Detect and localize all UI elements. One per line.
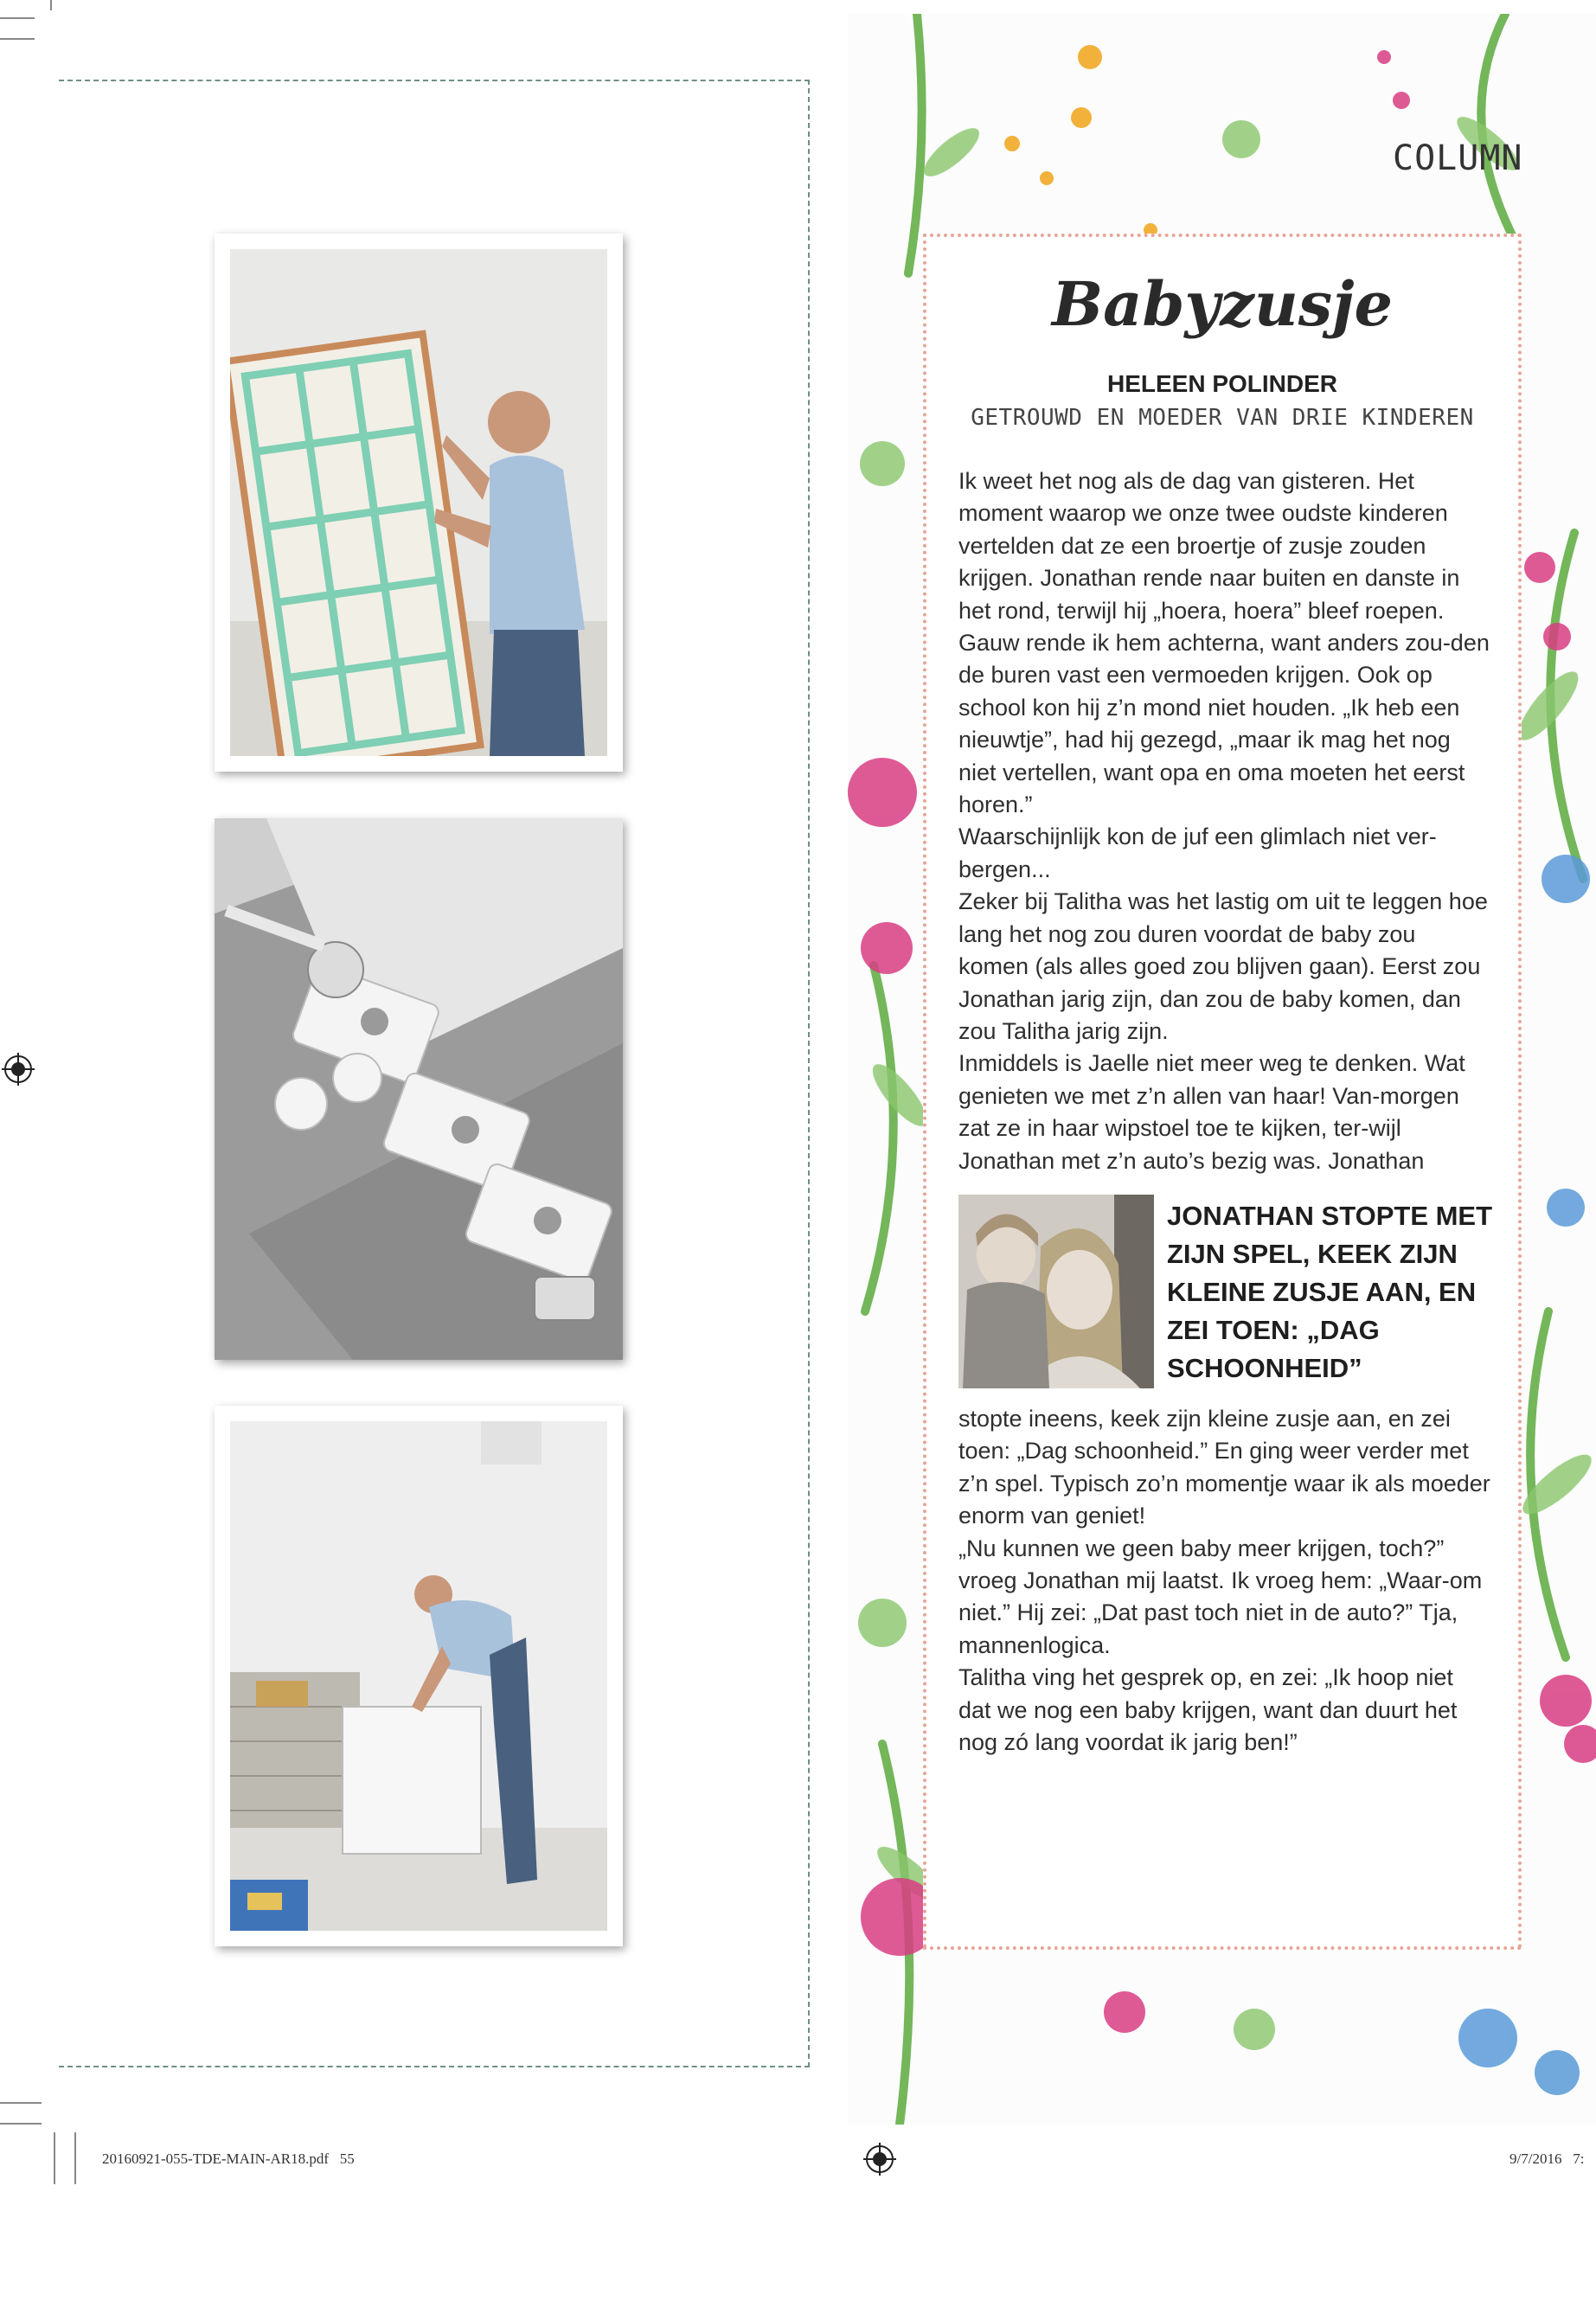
article-body-top [958, 465, 1490, 1177]
crop-mark [74, 2132, 76, 2184]
photo-electrical-sockets [215, 818, 623, 1360]
crop-mark [50, 0, 52, 10]
article-body-bottom [958, 1403, 1490, 1759]
paragraph: Ik weet het nog als de dag van gisteren. Het moment waarop we onze twee oudste kinderen vertelden dat ze een broertje of zusje zouden krijgen. Jonathan rende naar buiten en danste in het rond, terwijl hij „hoera, hoera” bleef roepen. Gauw rende ik hem achterna, want anders zou-den de buren vast een vermoeden krijgen. Ook op school kon hij z’n mond niet houden. „Ik heb een nieuwtje”, had hij gezegd, „maar ik mag het nog niet vertellen, want opa en oma moeten het eerst horen.” [958, 468, 1490, 818]
crop-mark [0, 2102, 42, 2104]
crop-mark [0, 38, 35, 40]
electrical-sockets-image [215, 818, 623, 1360]
photo-mother-with-toddler [958, 1195, 1154, 1388]
registration-mark-icon [2, 1053, 35, 1086]
column-label: COLUMN [1393, 138, 1523, 178]
article-title: Babyzusje [1051, 268, 1394, 340]
crop-mark [54, 2132, 55, 2184]
paragraph: Waarschijnlijk kon de juf een glimlach niet ver-bergen... [958, 824, 1437, 882]
article-author: HELEEN POLINDER [1106, 370, 1338, 397]
paragraph: „Nu kunnen we geen baby meer krijgen, toch?” vroeg Jonathan mij laatst. Ik vroeg hem: „Waar-om niet.” Hij zei: „Dat past toch niet in de auto?” Tja, mannenlogica. [958, 1535, 1483, 1658]
mother-with-toddler-image [958, 1195, 1154, 1388]
crop-mark [0, 17, 35, 19]
pull-quote: JONATHAN STOPTE MET ZIJN SPEL, KEEK ZIJN KLEINE ZUSJE AAN, EN ZEI TOEN: „DAG SCHOONHEID” [1167, 1201, 1493, 1383]
man-with-door-image [230, 249, 607, 756]
photo-man-with-door [215, 234, 623, 772]
paragraph: Talitha ving het gesprek op, en zei: „Ik hoop niet dat we nog een baby krijgen, want dan duurt het nog zó lang voordat ik jarig ben!” [958, 1664, 1458, 1756]
paragraph: Zeker bij Talitha was het lastig om uit te leggen hoe lang het nog zou duren voordat de baby zou komen (als alles goed zou blijven gaan). Eerst zou Jonathan jarig zijn, dan zou de baby komen, dan zou Talitha jarig zijn. [958, 888, 1488, 1044]
registration-mark-icon [863, 2143, 896, 2176]
photo-man-installing-appliance [215, 1406, 623, 1946]
paragraph: stopte ineens, keek zijn kleine zusje aan, en zei toen: „Dag schoonheid.” En ging weer verder met z’n spel. Typisch zo’n momentje waar ik als moeder enorm van geniet! [958, 1406, 1490, 1529]
print-file-label: 20160921-055-TDE-MAIN-AR18.pdf 55 [102, 2150, 355, 2167]
print-date-label: 9/7/2016 7: [1509, 2150, 1585, 2167]
paragraph: Inmiddels is Jaelle niet meer weg te denken. Wat genieten we met z’n allen van haar! Van-morgen zat ze in haar wipstoel toe te kijken, ter-wijl Jonathan met z’n auto’s bezig was. Jonathan [958, 1050, 1465, 1174]
man-installing-appliance-image [230, 1421, 607, 1931]
author-subtitle: GETROUWD EN MOEDER VAN DRIE KINDEREN [971, 405, 1474, 431]
crop-mark [0, 2123, 42, 2125]
